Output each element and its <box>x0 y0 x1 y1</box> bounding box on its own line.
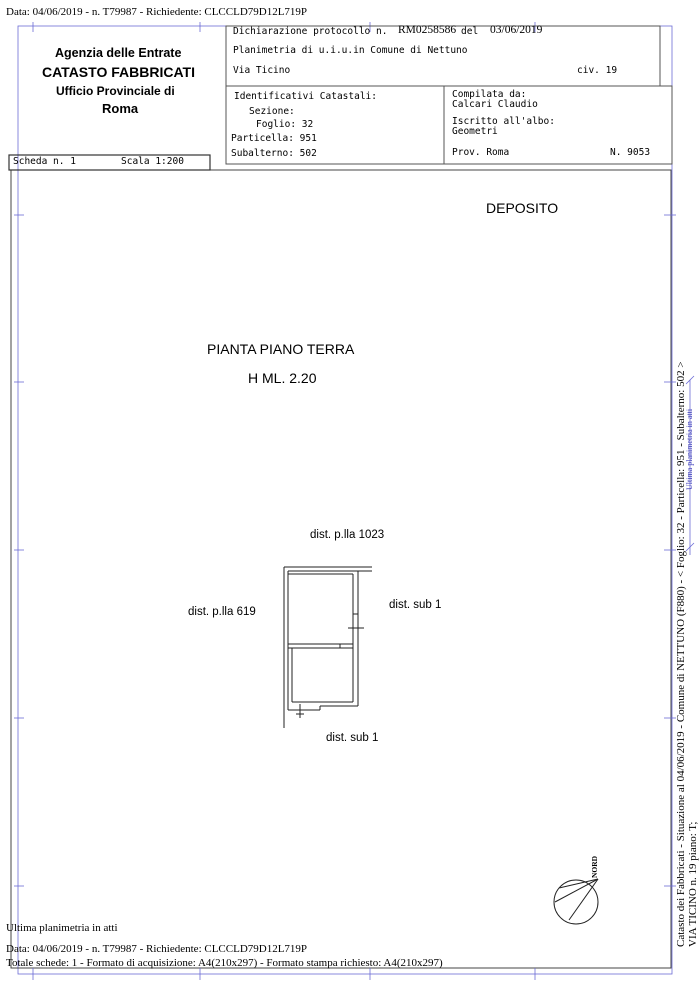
footer-request-line: Data: 04/06/2019 - n. T79987 - Richiedente: CLCCLD79D12L719P <box>6 943 308 955</box>
agency-office: Ufficio Provinciale di <box>56 84 175 98</box>
dist-bottom-label: dist. sub 1 <box>326 732 379 744</box>
compiler-name: Calcari Claudio <box>452 99 538 110</box>
footer-totals-line: Totale schede: 1 - Formato di acquisizione: A4(210x297) - Formato stampa richiesto: A4(210x297) <box>6 957 443 969</box>
particella: Particella: 951 <box>231 133 317 144</box>
registered-label: Iscritto all'albo: <box>452 116 555 127</box>
scheda-label: Scheda n. 1 <box>13 156 76 167</box>
identifiers-heading: Identificativi Catastali: <box>234 91 377 102</box>
sezione: Sezione: <box>249 106 295 117</box>
floor-title: PIANTA PIANO TERRA <box>207 341 355 357</box>
dist-left-label: dist. p.lla 619 <box>188 606 256 618</box>
compiled-by-label: Compilata da: <box>452 89 527 100</box>
foglio: Foglio: 32 <box>256 119 314 130</box>
agency-name: Agenzia delle Entrate <box>55 46 182 60</box>
subalterno: Subalterno: 502 <box>231 148 317 159</box>
scale-label: Scala 1:200 <box>121 156 184 167</box>
profession: Geometri <box>452 126 498 137</box>
footer-note: Ultima planimetria in atti <box>6 922 118 934</box>
agency-city: Roma <box>102 101 139 116</box>
side-info-line: Catasto dei Fabbricati - Situazione al 04/06/2019 - Comune di NETTUNO (F880) - < Foglio: 32 - Particella: 951 - Subalterno: 502 > <box>675 361 687 947</box>
dist-right-label: dist. sub 1 <box>389 599 442 611</box>
register-number: N. 9053 <box>610 147 651 158</box>
protocol-date: 03/06/2019 <box>490 24 543 36</box>
header-request-line: Data: 04/06/2019 - n. T79987 - Richiedente: CLCCLD79D12L719P <box>6 6 308 18</box>
deposito-label: DEPOSITO <box>486 200 559 216</box>
protocol-del: del <box>461 26 479 37</box>
side-stamp: Ultima planimetria in atti <box>685 408 694 490</box>
agency-catasto: CATASTO FABBRICATI <box>42 64 195 80</box>
protocol-label: Dichiarazione protocollo n. <box>233 26 388 37</box>
address: Via Ticino <box>233 65 291 76</box>
dist-top-label: dist. p.lla 1023 <box>310 529 385 541</box>
civic-number: civ. 19 <box>577 65 618 76</box>
height-label: H ML. 2.20 <box>248 370 317 386</box>
side-address-line: VIA TICINO n. 19 piano: T; <box>687 821 699 947</box>
protocol-number: RM0258586 <box>398 24 457 36</box>
province: Prov. Roma <box>452 147 510 158</box>
plan-title: Planimetria di u.i.u.in Comune di Nettuno <box>233 45 468 56</box>
north-label: NORD <box>590 855 599 878</box>
